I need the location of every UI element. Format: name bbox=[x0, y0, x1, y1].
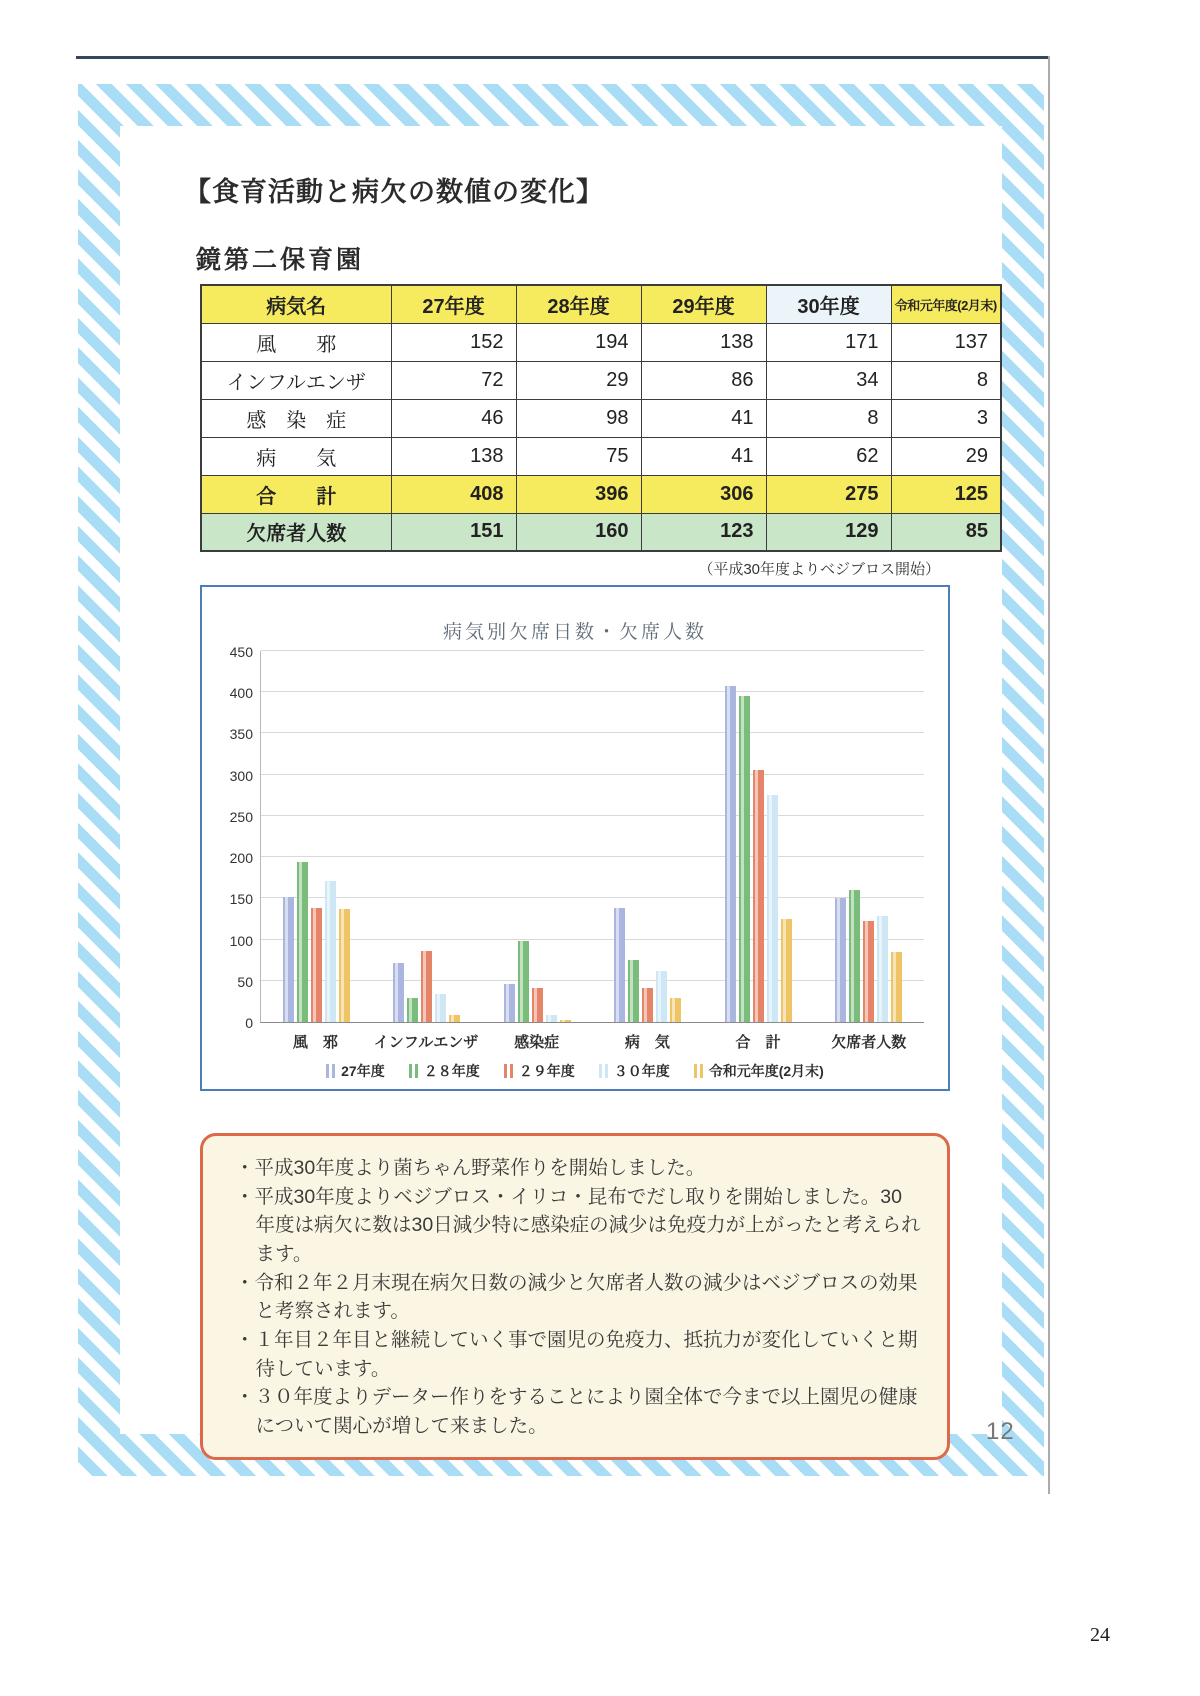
page-number-outer: 24 bbox=[1090, 1624, 1110, 1646]
table-row bbox=[201, 513, 1001, 551]
bar-２９年度 bbox=[421, 951, 432, 1022]
table-cell-value: 62 bbox=[766, 437, 891, 475]
table-cell-value: 194 bbox=[516, 323, 641, 361]
table-row bbox=[201, 361, 1001, 399]
table-cell-value: 125 bbox=[891, 475, 1001, 513]
bar-３０年度 bbox=[877, 916, 888, 1022]
table-row bbox=[201, 475, 1001, 513]
table-row-label: インフルエンザ bbox=[201, 361, 391, 399]
table-cell-value: 29 bbox=[516, 361, 641, 399]
x-category-label: 感染症 bbox=[514, 1034, 560, 1051]
table-header-cell: 病気名 bbox=[201, 285, 391, 323]
legend-item bbox=[504, 1061, 575, 1081]
y-tick-label: 200 bbox=[229, 850, 253, 867]
bar-２８年度 bbox=[407, 998, 418, 1022]
scan-page-edge-shadow bbox=[1048, 56, 1050, 1494]
table-cell-value: 85 bbox=[891, 513, 1001, 551]
table-header-cell: 27年度 bbox=[391, 285, 516, 323]
note-bullet: ・平成30年度よりベジブロス・イリコ・昆布でだし取りを開始しました。30年度は病欠に数は30日減少特に感染症の減少は免疫力が上がったと考えられます。 bbox=[235, 1185, 921, 1265]
note-bullet: ・３０年度よりデーター作りをすることにより園全体で今まで以上園児の健康について関心が増して来ました。 bbox=[235, 1386, 918, 1437]
table-cell-value: 72 bbox=[391, 361, 516, 399]
table-header-cell: 29年度 bbox=[641, 285, 766, 323]
bar-令和元年度(2月末) bbox=[670, 998, 681, 1022]
bar-group bbox=[593, 651, 704, 1022]
bar-２９年度 bbox=[532, 988, 543, 1022]
table-row bbox=[201, 323, 1001, 361]
y-tick-label: 450 bbox=[229, 644, 253, 660]
bar-27年度 bbox=[393, 963, 404, 1022]
table-cell-value: 98 bbox=[516, 399, 641, 437]
table-row-label: 欠席者人数 bbox=[201, 513, 391, 551]
page-title: 【食育活動と病欠の数値の変化】 bbox=[184, 177, 604, 207]
table-row bbox=[201, 437, 1001, 475]
bar-27年度 bbox=[835, 898, 846, 1022]
y-tick-label: 300 bbox=[229, 767, 253, 784]
bar-３０年度 bbox=[325, 881, 336, 1022]
bar-groups bbox=[261, 651, 924, 1022]
x-category-label: 病 気 bbox=[624, 1034, 670, 1051]
table-cell-value: 86 bbox=[641, 361, 766, 399]
y-tick-label: 400 bbox=[229, 685, 253, 702]
bar-２９年度 bbox=[642, 988, 653, 1022]
bar-group bbox=[703, 651, 814, 1022]
bar-３０年度 bbox=[435, 994, 446, 1022]
table-cell-value: 408 bbox=[391, 475, 516, 513]
x-category-label: 合 計 bbox=[735, 1034, 781, 1051]
table-cell-value: 138 bbox=[641, 323, 766, 361]
chart-legend bbox=[202, 1061, 948, 1081]
legend-marker-icon bbox=[599, 1064, 608, 1078]
table-cell-value: 160 bbox=[516, 513, 641, 551]
note-bullet: ・平成30年度より菌ちゃん野菜作りを開始しました。 bbox=[235, 1157, 706, 1179]
bar-３０年度 bbox=[656, 971, 667, 1022]
bar-27年度 bbox=[283, 897, 294, 1022]
bar-令和元年度(2月末) bbox=[339, 909, 350, 1022]
bar-group bbox=[814, 651, 925, 1022]
bar-group bbox=[482, 651, 593, 1022]
bar-２８年度 bbox=[297, 862, 308, 1022]
table-cell-value: 275 bbox=[766, 475, 891, 513]
y-tick-label: 100 bbox=[229, 932, 253, 949]
x-category-label: 欠席者人数 bbox=[831, 1034, 907, 1051]
table-cell-value: 151 bbox=[391, 513, 516, 551]
legend-item bbox=[326, 1061, 385, 1081]
legend-item bbox=[694, 1061, 824, 1081]
y-tick-label: 0 bbox=[245, 1015, 253, 1031]
table-cell-value: 8 bbox=[891, 361, 1001, 399]
striped-border-frame bbox=[78, 84, 1044, 1476]
bar-２８年度 bbox=[518, 941, 529, 1022]
table-row-label: 風 邪 bbox=[201, 323, 391, 361]
table-cell-value: 123 bbox=[641, 513, 766, 551]
table-cell-value: 3 bbox=[891, 399, 1001, 437]
disease-table-wrap bbox=[200, 284, 1002, 552]
table-row-label: 合 計 bbox=[201, 475, 391, 513]
legend-label: ２９年度 bbox=[518, 1063, 575, 1079]
legend-marker-icon bbox=[326, 1064, 335, 1078]
table-cell-value: 41 bbox=[641, 437, 766, 475]
table-cell-value: 34 bbox=[766, 361, 891, 399]
bar-27年度 bbox=[504, 984, 515, 1022]
bar-３０年度 bbox=[546, 1015, 557, 1022]
table-cell-value: 129 bbox=[766, 513, 891, 551]
table-cell-value: 138 bbox=[391, 437, 516, 475]
table-cell-value: 41 bbox=[641, 399, 766, 437]
legend-label: ２８年度 bbox=[423, 1063, 480, 1079]
page-content bbox=[120, 126, 1002, 1437]
y-tick-label: 150 bbox=[229, 891, 253, 908]
chart-x-axis-labels bbox=[260, 1031, 924, 1052]
table-cell-value: 306 bbox=[641, 475, 766, 513]
bar-２９年度 bbox=[753, 770, 764, 1022]
x-category-label: インフルエンザ bbox=[373, 1034, 479, 1051]
table-cell-value: 152 bbox=[391, 323, 516, 361]
table-row bbox=[201, 399, 1001, 437]
bar-令和元年度(2月末) bbox=[560, 1020, 571, 1022]
legend-item bbox=[599, 1061, 670, 1081]
bar-令和元年度(2月末) bbox=[891, 952, 902, 1022]
bar-27年度 bbox=[614, 908, 625, 1022]
bar-３０年度 bbox=[767, 795, 778, 1022]
bar-２９年度 bbox=[311, 908, 322, 1022]
table-cell-value: 137 bbox=[891, 323, 1001, 361]
bar-group bbox=[261, 651, 372, 1022]
bar-２８年度 bbox=[849, 890, 860, 1022]
notes-box bbox=[200, 1133, 950, 1460]
y-tick-label: 350 bbox=[229, 726, 253, 743]
legend-marker-icon bbox=[504, 1064, 513, 1078]
legend-marker-icon bbox=[409, 1064, 418, 1078]
bar-令和元年度(2月末) bbox=[781, 919, 792, 1022]
table-row-label: 感 染 症 bbox=[201, 399, 391, 437]
legend-item bbox=[409, 1061, 480, 1081]
note-bullet: ・１年目２年目と継続していく事で園児の免疫力、抵抗力が変化していくと期待しています。 bbox=[235, 1328, 918, 1380]
table-cell-value: 29 bbox=[891, 437, 1001, 475]
table-row-label: 病 気 bbox=[201, 437, 391, 475]
legend-label: 令和元年度(2月末) bbox=[708, 1063, 824, 1079]
bar-２９年度 bbox=[863, 921, 874, 1022]
table-cell-value: 171 bbox=[766, 323, 891, 361]
school-name: 鏡第二保育園 bbox=[196, 246, 365, 274]
legend-label: 27年度 bbox=[341, 1063, 385, 1079]
x-category-label: 風 邪 bbox=[292, 1034, 338, 1051]
bar-令和元年度(2月末) bbox=[449, 1015, 460, 1022]
page-number-inner: 12 bbox=[986, 1418, 1015, 1445]
note-bullet: ・令和２年２月末現在病欠日数の減少と欠席者人数の減少はベジブロスの効果と考察されます。 bbox=[235, 1271, 918, 1323]
legend-marker-icon bbox=[694, 1064, 703, 1078]
disease-table bbox=[200, 284, 1002, 552]
top-rule-line bbox=[76, 56, 1049, 59]
chart-plot-area bbox=[229, 644, 924, 1031]
table-cell-value: 46 bbox=[391, 399, 516, 437]
bar-27年度 bbox=[725, 686, 736, 1022]
table-cell-value: 396 bbox=[516, 475, 641, 513]
y-tick-label: 50 bbox=[237, 973, 253, 990]
table-header-cell: 令和元年度(2月末) bbox=[891, 285, 1001, 323]
table-header-cell: 30年度 bbox=[766, 285, 891, 323]
legend-label: ３０年度 bbox=[613, 1063, 670, 1079]
bar-２８年度 bbox=[739, 696, 750, 1022]
table-header-cell: 28年度 bbox=[516, 285, 641, 323]
table-cell-value: 8 bbox=[766, 399, 891, 437]
chart-title: 病気別欠席日数・欠席人数 bbox=[442, 622, 707, 643]
table-cell-value: 75 bbox=[516, 437, 641, 475]
bar-group bbox=[372, 651, 483, 1022]
table-footnote: （平成30年度よりベジブロス開始） bbox=[698, 561, 940, 578]
y-tick-label: 250 bbox=[229, 808, 253, 825]
bar-chart-box bbox=[200, 585, 950, 1091]
bar-２８年度 bbox=[628, 960, 639, 1022]
